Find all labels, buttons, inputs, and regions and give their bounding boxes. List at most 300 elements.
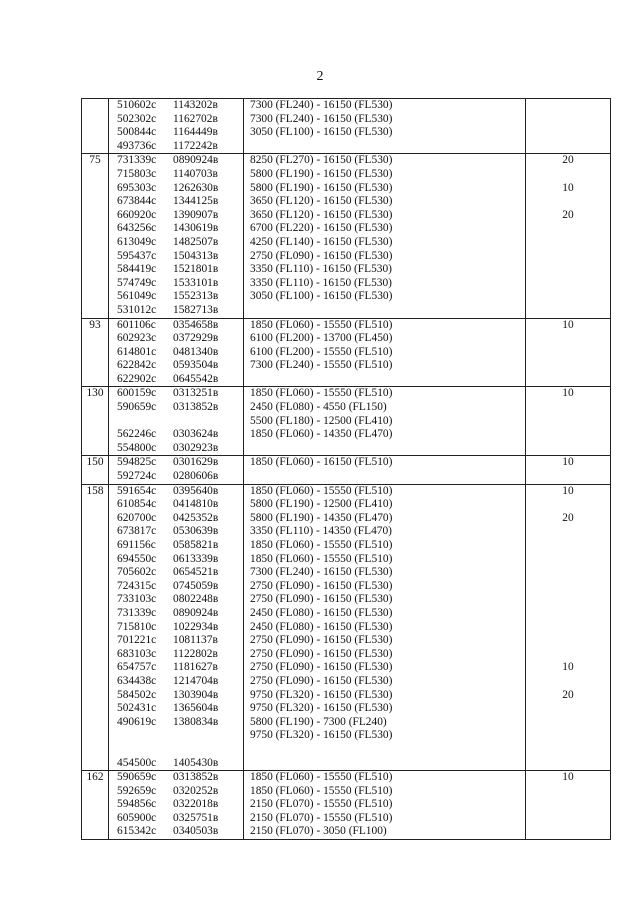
longitude-code: 1533101в (173, 276, 219, 289)
coordinate-line (117, 250, 243, 264)
coordinate-line (117, 415, 243, 429)
latitude-code: 594856с (117, 798, 157, 811)
value-line (526, 304, 610, 318)
level-range (250, 140, 525, 154)
level-range: 1850 (FL060) - 14350 (FL470) (250, 428, 393, 441)
coordinate-line (117, 236, 243, 250)
level-range: 2150 (FL070) - 15550 (FL510) (250, 798, 393, 811)
latitude-code: 731339с (117, 606, 157, 619)
level-range: 5800 (FL190) - 14350 (FL470) (250, 511, 393, 524)
longitude-code: 1430619в (173, 222, 219, 235)
latitude-code: 601106с (117, 318, 156, 331)
latitude-code: 615342с (117, 825, 157, 838)
group-number: 93 (82, 318, 109, 387)
coordinate-line (117, 182, 243, 196)
level-range: 7300 (FL240) - 16150 (FL530) (250, 566, 393, 579)
level-range: 1850 (FL060) - 15550 (FL510) (250, 387, 393, 400)
coordinate-line (117, 593, 243, 607)
level-range: 5800 (FL190) - 7300 (FL240) (250, 715, 387, 728)
longitude-code: 1390907в (173, 208, 219, 221)
latitude-code: 731339с (117, 154, 157, 167)
latitude-code: 592659с (117, 784, 157, 797)
latitude-code: 602923с (117, 332, 157, 345)
coordinate-line (117, 209, 243, 223)
latitude-code: 691156с (117, 539, 156, 551)
longitude-code: 1081137в (173, 634, 218, 647)
coordinate-line (117, 456, 243, 470)
longitude-code: 0613339в (173, 552, 219, 565)
coordinate-line (117, 470, 243, 484)
level-range: 2750 (FL090) - 16150 (FL530) (250, 579, 393, 592)
longitude-code: 0802248в (173, 593, 219, 606)
latitude-code: 673817с (117, 525, 157, 538)
longitude-code: 0481340в (173, 345, 219, 358)
longitude-code: 1405430в (173, 756, 219, 769)
level-range: 7300 (FL240) - 16150 (FL530) (250, 99, 393, 111)
value-line (526, 346, 610, 360)
level-range (250, 304, 525, 318)
longitude-code: 0340503в (173, 825, 219, 838)
value-line (526, 332, 610, 346)
coordinate-line (117, 387, 243, 401)
longitude-code: 0414810в (173, 498, 219, 511)
longitude-code: 1214704в (173, 674, 219, 687)
coordinate-line (117, 373, 243, 387)
value-line (526, 566, 610, 580)
level-range: 3050 (FL100) - 16150 (FL530) (250, 126, 393, 139)
value-line (526, 236, 610, 250)
coordinate-line (117, 661, 243, 675)
level-range: 1850 (FL060) - 15550 (FL510) (250, 539, 393, 551)
coordinate-line (117, 319, 243, 333)
coordinate-line (117, 154, 243, 168)
level-range: 5800 (FL190) - 12500 (FL410) (250, 498, 393, 511)
level-range: 2750 (FL090) - 16150 (FL530) (250, 647, 393, 660)
longitude-code: 1181627в (173, 661, 218, 674)
levels-cell (244, 387, 526, 456)
latitude-code: 733103с (117, 593, 157, 606)
value-line: 10 (562, 456, 574, 469)
latitude-code: 724315с (117, 579, 157, 592)
longitude-code: 0890924в (173, 606, 219, 619)
value-cell (526, 318, 611, 387)
level-range: 2750 (FL090) - 16150 (FL530) (250, 661, 393, 674)
table-row (82, 318, 611, 387)
latitude-code: 705602с (117, 566, 157, 579)
latitude-code: 613049с (117, 235, 157, 248)
coordinate-line (117, 525, 243, 539)
table-row (82, 154, 611, 318)
value-cell (526, 99, 611, 154)
level-range: 1850 (FL060) - 15550 (FL510) (250, 771, 393, 784)
latitude-code: 622902с (117, 372, 157, 385)
level-range: 6700 (FL220) - 16150 (FL530) (250, 222, 393, 235)
longitude-code: 0313251в (173, 387, 219, 400)
longitude-code: 0593504в (173, 359, 219, 372)
longitude-code: 1380834в (173, 715, 219, 728)
table-row (82, 456, 611, 484)
level-range: 6100 (FL200) - 13700 (FL450) (250, 332, 393, 345)
level-range: 3350 (FL110) - 16150 (FL530) (250, 276, 392, 289)
value-line (526, 539, 610, 553)
latitude-code: 610854с (117, 498, 157, 511)
table-row (82, 484, 611, 770)
level-range: 8250 (FL270) - 16150 (FL530) (250, 154, 393, 167)
level-range: 2150 (FL070) - 15550 (FL510) (250, 811, 393, 824)
value-line (526, 634, 610, 648)
level-range: 2150 (FL070) - 3050 (FL100) (250, 825, 387, 838)
latitude-code: 715803с (117, 167, 157, 180)
value-line (526, 113, 610, 127)
value-line (526, 401, 610, 415)
latitude-code: 574749с (117, 276, 157, 289)
level-range: 3350 (FL110) - 14350 (FL470) (250, 525, 392, 538)
value-line (526, 470, 610, 484)
longitude-code: 0745059в (173, 579, 219, 592)
longitude-code: 1122802в (173, 647, 218, 660)
longitude-code: 1140703в (173, 167, 218, 180)
latitude-code: 554800с (117, 441, 157, 454)
level-range: 2450 (FL080) - 16150 (FL530) (250, 620, 393, 633)
coordinate-line (117, 346, 243, 360)
value-line (526, 716, 610, 730)
value-cell (526, 387, 611, 456)
level-range (250, 743, 525, 757)
longitude-code: 1164449в (173, 126, 218, 139)
table-row (82, 99, 611, 154)
level-range: 1850 (FL060) - 15550 (FL510) (250, 784, 393, 797)
latitude-code: 605900с (117, 811, 157, 824)
latitude-code: 510602с (117, 99, 157, 111)
coordinate-line (117, 140, 243, 154)
coordinate-line (117, 648, 243, 662)
value-line (526, 277, 610, 291)
value-line (526, 126, 610, 140)
coordinate-line (117, 812, 243, 826)
level-range: 6100 (FL200) - 15550 (FL510) (250, 345, 393, 358)
value-line (526, 195, 610, 209)
coordinate-line (117, 442, 243, 456)
levels-cell (244, 771, 526, 840)
value-line (526, 729, 610, 743)
value-cell (526, 484, 611, 770)
latitude-code: 592724с (117, 470, 157, 483)
coordinate-line (117, 702, 243, 716)
coordinates-cell (109, 99, 244, 154)
longitude-code: 1172242в (173, 139, 218, 152)
latitude-code: 584419с (117, 263, 157, 276)
value-line (526, 428, 610, 442)
latitude-code: 695303с (117, 181, 157, 194)
coordinate-line (117, 566, 243, 580)
latitude-code: 683103с (117, 647, 157, 660)
coordinate-line (117, 332, 243, 346)
longitude-code: 0320252в (173, 784, 219, 797)
level-range: 7300 (FL240) - 16150 (FL530) (250, 112, 393, 125)
coordinate-line (117, 771, 243, 785)
levels-cell (244, 99, 526, 154)
value-line: 20 (562, 511, 574, 524)
value-line: 20 (562, 208, 574, 221)
value-line (526, 290, 610, 304)
coordinate-line (117, 222, 243, 236)
coordinate-line (117, 621, 243, 635)
value-line (526, 553, 610, 567)
level-range: 3650 (FL120) - 16150 (FL530) (250, 195, 393, 208)
level-range: 4250 (FL140) - 16150 (FL530) (250, 235, 393, 248)
longitude-code: 1521801в (173, 263, 219, 276)
longitude-code: 0425352в (173, 511, 219, 524)
latitude-code: 654757с (117, 661, 157, 674)
value-cell (526, 771, 611, 840)
value-line: 10 (562, 318, 574, 331)
coordinate-line (117, 277, 243, 291)
longitude-code: 0303624в (173, 428, 219, 441)
longitude-code: 1552313в (173, 290, 219, 303)
value-line (526, 825, 610, 839)
coordinate-line (117, 825, 243, 839)
longitude-code: 1365604в (173, 702, 219, 715)
level-range: 5800 (FL190) - 16150 (FL530) (250, 167, 393, 180)
value-line (526, 442, 610, 456)
latitude-code: 694550с (117, 552, 157, 565)
value-line (526, 373, 610, 387)
latitude-code: 673844с (117, 195, 157, 208)
latitude-code: 500844с (117, 126, 157, 139)
level-range: 9750 (FL320) - 16150 (FL530) (250, 729, 393, 742)
longitude-code: 1022934в (173, 620, 219, 633)
value-line (526, 525, 610, 539)
latitude-code: 493736с (117, 139, 157, 152)
latitude-code: 502431с (117, 702, 157, 715)
coordinate-line (117, 485, 243, 499)
coordinate-line (117, 785, 243, 799)
coordinate-line (117, 304, 243, 318)
coordinate-line (117, 263, 243, 277)
value-line: 10 (562, 387, 574, 400)
levels-cell (244, 318, 526, 387)
value-line: 10 (562, 484, 574, 497)
coordinate-line (117, 195, 243, 209)
levels-cell (244, 484, 526, 770)
value-line (526, 785, 610, 799)
group-number: 162 (82, 771, 109, 840)
value-line (526, 580, 610, 594)
longitude-code: 0654521в (173, 566, 219, 579)
level-range (250, 442, 525, 456)
value-line (526, 263, 610, 277)
coordinate-line (117, 729, 243, 743)
value-cell (526, 456, 611, 484)
levels-cell (244, 456, 526, 484)
level-range: 9750 (FL320) - 16150 (FL530) (250, 702, 393, 715)
airspace-table (81, 98, 611, 840)
level-range: 1850 (FL060) - 16150 (FL510) (250, 456, 393, 469)
latitude-code: 595437с (117, 249, 157, 262)
level-range: 2450 (FL080) - 16150 (FL530) (250, 606, 393, 619)
longitude-code: 0354658в (173, 318, 219, 331)
level-range: 5800 (FL190) - 16150 (FL530) (250, 181, 393, 194)
latitude-code: 591654с (117, 484, 157, 497)
value-line (526, 648, 610, 662)
group-number (82, 99, 109, 154)
coordinate-line (117, 716, 243, 730)
coordinates-cell (109, 387, 244, 456)
level-range (250, 373, 525, 387)
longitude-code: 0313852в (173, 401, 219, 414)
latitude-code: 600159с (117, 387, 157, 400)
coordinate-line (117, 99, 243, 113)
group-number: 150 (82, 456, 109, 484)
longitude-code: 1162702в (173, 112, 218, 125)
level-range: 3350 (FL110) - 16150 (FL530) (250, 263, 392, 276)
coordinate-line (117, 401, 243, 415)
value-line (526, 415, 610, 429)
value-line (526, 743, 610, 757)
latitude-code: 643256с (117, 222, 157, 235)
longitude-code: 1344125в (173, 195, 219, 208)
level-range: 3050 (FL100) - 16150 (FL530) (250, 290, 393, 303)
coordinate-line (117, 498, 243, 512)
latitude-code: 622842с (117, 359, 157, 372)
coordinates-cell (109, 771, 244, 840)
value-line (526, 498, 610, 512)
value-line (526, 593, 610, 607)
level-range: 1850 (FL060) - 15550 (FL510) (250, 484, 393, 497)
value-line (526, 621, 610, 635)
coordinate-line (117, 553, 243, 567)
longitude-code: 0280606в (173, 470, 219, 483)
latitude-code: 590659с (117, 401, 157, 414)
longitude-code: 0530639в (173, 525, 219, 538)
coordinate-line (117, 689, 243, 703)
latitude-code: 454500с (117, 756, 157, 769)
table-row (82, 387, 611, 456)
value-line (526, 675, 610, 689)
level-range: 9750 (FL320) - 16150 (FL530) (250, 688, 393, 701)
value-line: 20 (562, 154, 574, 167)
value-line: 10 (562, 181, 574, 194)
latitude-code: 715810с (117, 620, 157, 633)
longitude-code: 0645542в (173, 372, 219, 385)
group-number: 75 (82, 154, 109, 318)
longitude-code: 1504313в (173, 249, 219, 262)
level-range (250, 757, 525, 771)
longitude-code: 0302923в (173, 441, 219, 454)
value-line (526, 250, 610, 264)
value-cell (526, 154, 611, 318)
longitude-code: 0890924в (173, 154, 219, 167)
longitude-code: 1143202в (173, 99, 218, 111)
longitude-code: 0325751в (173, 811, 219, 824)
page-number: 2 (316, 69, 324, 84)
value-line (526, 798, 610, 812)
coordinate-line (117, 675, 243, 689)
value-line: 10 (562, 771, 574, 784)
coordinate-line (117, 290, 243, 304)
level-range: 1850 (FL060) - 15550 (FL510) (250, 318, 393, 331)
latitude-code: 590659с (117, 771, 157, 784)
value-line (526, 168, 610, 182)
level-range: 2450 (FL080) - 4550 (FL150) (250, 401, 387, 414)
coordinate-line (117, 757, 243, 771)
value-line (526, 812, 610, 826)
level-range: 2750 (FL090) - 16150 (FL530) (250, 674, 393, 687)
value-line: 20 (562, 688, 574, 701)
coordinate-line (117, 634, 243, 648)
level-range (250, 470, 525, 484)
longitude-code: 1582713в (173, 303, 219, 316)
coordinate-line (117, 743, 243, 757)
longitude-code: 0301629в (173, 456, 219, 469)
latitude-code: 660920с (117, 208, 157, 221)
latitude-code: 594825с (117, 456, 157, 469)
group-number: 130 (82, 387, 109, 456)
coordinate-line (117, 428, 243, 442)
latitude-code: 490619с (117, 715, 157, 728)
coordinates-cell (109, 318, 244, 387)
table-row (82, 771, 611, 840)
coordinate-line (117, 113, 243, 127)
longitude-code: 0395640в (173, 484, 219, 497)
latitude-code: 502302с (117, 112, 157, 125)
value-line: 10 (562, 661, 574, 674)
latitude-code: 561049с (117, 290, 157, 303)
latitude-code: 531012с (117, 303, 157, 316)
level-range: 1850 (FL060) - 15550 (FL510) (250, 552, 393, 565)
levels-cell (244, 154, 526, 318)
level-range: 3650 (FL120) - 16150 (FL530) (250, 208, 393, 221)
coordinate-line (117, 512, 243, 526)
longitude-code: 1482507в (173, 235, 219, 248)
coordinate-line (117, 359, 243, 373)
coordinate-line (117, 539, 243, 553)
coordinate-line (117, 168, 243, 182)
level-range: 2750 (FL090) - 16150 (FL530) (250, 249, 393, 262)
group-number: 158 (82, 484, 109, 770)
value-line (526, 222, 610, 236)
table-body (82, 99, 611, 840)
coordinate-line (117, 798, 243, 812)
latitude-code: 701221с (117, 634, 157, 647)
value-line (526, 607, 610, 621)
longitude-code: 1262630в (173, 181, 219, 194)
longitude-code: 0585821в (173, 539, 219, 551)
level-range: 5500 (FL180) - 12500 (FL410) (250, 414, 393, 427)
level-range: 7300 (FL240) - 15550 (FL510) (250, 359, 393, 372)
value-line (526, 99, 610, 113)
latitude-code: 584502с (117, 688, 157, 701)
longitude-code: 0313852в (173, 771, 219, 784)
coordinate-line (117, 580, 243, 594)
coordinates-cell (109, 154, 244, 318)
level-range: 2750 (FL090) - 16150 (FL530) (250, 593, 393, 606)
value-line (526, 702, 610, 716)
longitude-code: 1303904в (173, 688, 219, 701)
value-line (526, 757, 610, 771)
latitude-code: 634438с (117, 674, 157, 687)
coordinates-cell (109, 484, 244, 770)
coordinate-line (117, 607, 243, 621)
latitude-code: 620700с (117, 511, 157, 524)
coordinates-cell (109, 456, 244, 484)
longitude-code: 0322018в (173, 798, 219, 811)
value-line (526, 140, 610, 154)
latitude-code: 614801с (117, 345, 157, 358)
level-range: 2750 (FL090) - 16150 (FL530) (250, 634, 393, 647)
value-line (526, 359, 610, 373)
latitude-code: 562246с (117, 428, 157, 441)
